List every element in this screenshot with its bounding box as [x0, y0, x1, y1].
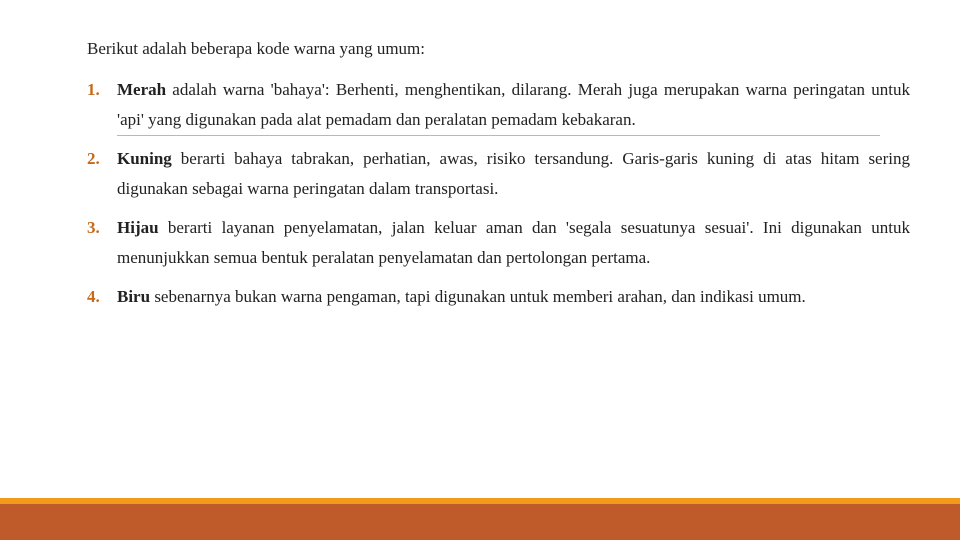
term-merah: Merah: [117, 80, 167, 99]
list-item-hijau: [87, 213, 910, 273]
term-hijau: Hijau: [117, 218, 159, 237]
list-item-kuning: [87, 144, 910, 204]
intro-text: Berikut adalah beberapa kode warna yang umum:: [87, 39, 425, 58]
list-item-merah: [87, 75, 910, 135]
list-number: 1.: [87, 80, 100, 99]
list-number: 3.: [87, 218, 100, 237]
list-item-biru: [87, 282, 910, 312]
description-merah: adalah warna 'bahaya': Berhenti, menghentikan, dilarang. Merah juga merupakan warna peringatan untuk 'api' yang digunakan pada alat pemadam dan peralatan pemadam kebakaran.: [117, 80, 910, 129]
term-kuning: Kuning: [117, 149, 172, 168]
slide-content: [87, 36, 910, 321]
description-kuning: berarti bahaya tabrakan, perhatian, awas, risiko tersandung. Garis-garis kuning di atas hitam sering digunakan sebagai warna peringatan dalam transportasi.: [117, 149, 910, 198]
divider-line: [117, 135, 880, 136]
description-hijau: berarti layanan penyelamatan, jalan keluar aman dan 'segala sesuatunya sesuai'. Ini digunakan untuk menunjukkan semua bentuk peralatan penyelamatan dan pertolongan pertama.: [117, 218, 910, 267]
footer-bar: [0, 504, 960, 540]
description-biru: sebenarnya bukan warna pengaman, tapi digunakan untuk memberi arahan, dan indikasi umum.: [150, 287, 806, 306]
color-code-list: [87, 75, 910, 312]
list-number: 4.: [87, 287, 100, 306]
list-number: 2.: [87, 149, 100, 168]
term-biru: Biru: [117, 287, 151, 306]
